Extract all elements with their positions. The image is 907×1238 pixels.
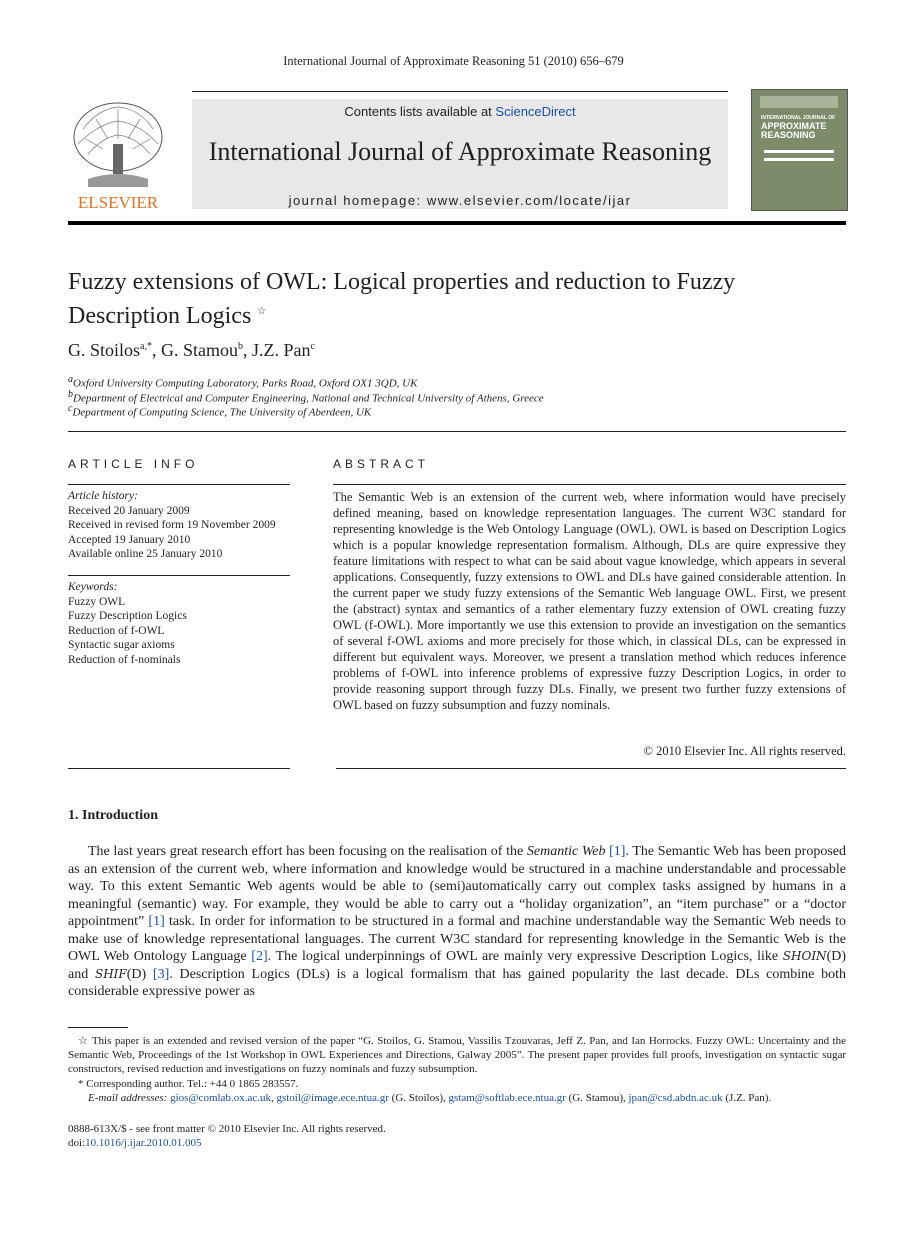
contents-line: Contents lists available at ScienceDirect [344, 104, 576, 119]
affiliation-rule [68, 431, 846, 432]
abstract-text: The Semantic Web is an extension of the current web, where information would have precisely defined meaning, based on knowledge representation languages. The current W3C standard for representing knowledge is the Web Ontology Language (OWL). OWL is based on Description Logics which is a popular knowledge representation formalism. Although, DLs are quire expressive they feature limitations with respect to what can be said about vague knowledge, which appears in several applications. Consequently, fuzzy extensions to OWL and DLs have gained considerable attention. In the current paper we study fuzzy extensions of the Semantic Web language OWL. First, we present the (abstract) syntax and semantics of a rather elementary fuzzy extension of OWL creating fuzzy OWL (f-OWL). More importantly we use this extension to provide an investigation on the semantics of several f-OWL axioms and more precisely for those which, in classical DLs, can be expressed in different but equivalent ways. Moreover, we present a translation method which reduces inference problems of f-OWL into inference problems of expressive fuzzy Description Logics, in order to provide reasoning support through fuzzy DLs. Finally, we present two further fuzzy extensions of OWL based on fuzzy subsumption and fuzzy nominals. [333, 490, 846, 712]
journal-cover-thumbnail: INTERNATIONAL JOURNAL OF APPROXIMATE REASONING [751, 89, 848, 211]
author-2: G. Stamou [160, 340, 238, 360]
section-heading: 1. Introduction [68, 808, 158, 823]
intro-paragraph: The last years great research effort has been focusing on the realisation of the Semantic Web [1]. The Semantic Web has been proposed as an extension of the current web, where information and knowledge would be structured in a machine understandable and processable way. To this extent Semantic Web agents would be able to (semi)automatically carry out complex tasks assigned by humans in a meaningful (semantic) way. For example, they would be able to carry out a “holiday organization”, an “item purchase” or a “doctor appointment” [1] task. In order for information to be structured in a formal and machine understandable way the Semantic Web needs to make use of knowledge representational languages. The current W3C standard for representing knowledge in the Semantic Web is the OWL Web Ontology Language [2]. The logical underpinnings of OWL are mainly very expressive Description Logics, like SHOIN(D) and SHIF(D) [3]. Description Logics (DLs) is a logical formalism that has gained popularity the last decade. DLs combine both considerable expressive power as [68, 844, 847, 999]
running-head: International Journal of Approximate Reasoning 51 (2010) 656–679 [283, 54, 624, 68]
citation-link[interactable]: [1] [148, 914, 165, 929]
author-3: J.Z. Pan [252, 340, 311, 360]
footnote-rule [68, 1027, 128, 1028]
elsevier-tree-icon [68, 99, 168, 211]
abstract-copyright: © 2010 Elsevier Inc. All rights reserved. [643, 744, 846, 758]
footnote-corresponding: * Corresponding author. Tel.: +44 0 1865 283557. [78, 1078, 299, 1090]
article-info-rule [68, 484, 290, 485]
header-rule [68, 221, 846, 225]
footnote-star: ☆ This paper is an extended and revised version of the paper “G. Stoilos, G. Stamou, Vassilis Tzouvaras, Jeff Z. Pan, and Ian Horrocks. Fuzzy OWL: Uncertainty and the Semantic Web, Proceedings of the 1st Workshop in OWL Experiences and Directions, Galway 2005”. The present paper provides full proofs, investigation on syntactic sugar constructors, revised reduction and investigations on fuzzy nominals and fuzzy subsumption. [68, 1035, 846, 1075]
header-top-rule [192, 91, 728, 92]
paper-title: Fuzzy extensions of OWL: Logical properties and reduction to Fuzzy Description Logics ☆ [68, 269, 736, 329]
journal-homepage[interactable]: journal homepage: www.elsevier.com/locate/ijar [288, 193, 632, 208]
keyword: Fuzzy Description Logics [68, 610, 187, 622]
keywords-list: Keywords: Fuzzy OWL Fuzzy Description Logics Reduction of f-OWL Syntactic sugar axioms Reduction of f-nominals [68, 580, 293, 667]
article-history: Article history: Received 20 January 2009 Received in revised form 19 November 2009 Accepted 19 January 2010 Available online 25 January 2010 [68, 490, 276, 560]
doi-line: doi:10.1016/j.ijar.2010.01.005 [68, 1137, 202, 1149]
elsevier-logo [68, 99, 168, 211]
author-list: G. Stoilos$^{a,*}$, G. Stamou$^b$, J.Z. Pan$^c$ [68, 340, 315, 360]
email-link[interactable]: jpan@csd.abdn.ac.uk [628, 1092, 723, 1104]
citation-link[interactable]: [1] [609, 844, 626, 859]
title-footnote-mark[interactable]: ☆ [257, 306, 267, 317]
email-link[interactable]: gstoil@image.ece.ntua.gr [276, 1092, 389, 1104]
affiliation-a: $^a$Oxford University Computing Laboratory, Parks Road, Oxford OX1 3QD, UK [68, 374, 418, 390]
abstract-heading: ABSTRACT [333, 457, 430, 471]
citation-link[interactable]: [2] [251, 949, 268, 964]
footnote-emails: E-mail addresses: gios@comlab.ox.ac.uk, gstoil@image.ece.ntua.gr (G. Stoilos), gstam@softlab.ece.ntua.gr (G. Stamou), jpan@csd.abdn.ac.uk (J.Z. Pan). [88, 1092, 772, 1104]
affiliation-c: $^c$Department of Computing Science, The University of Aberdeen, UK [68, 403, 372, 419]
citation-link[interactable]: [3] [152, 966, 170, 982]
author-1: G. Stoilos [68, 340, 141, 360]
keyword: Reduction of f-nominals [68, 653, 181, 666]
publisher-name: ELSEVIER [77, 193, 159, 211]
keyword: Fuzzy OWL [68, 595, 126, 608]
email-link[interactable]: gstam@softlab.ece.ntua.gr [448, 1092, 566, 1104]
article-info-bottom-rule [68, 768, 290, 769]
article-info-heading: ARTICLE INFO [68, 457, 199, 471]
email-link[interactable]: gios@comlab.ox.ac.uk [170, 1092, 271, 1104]
journal-title: International Journal of Approximate Reasoning [208, 137, 712, 166]
abstract-bottom-rule [336, 768, 846, 769]
abstract-rule [333, 484, 846, 485]
keyword: Syntactic sugar axioms [68, 639, 175, 651]
keywords-rule [68, 575, 290, 576]
sciencedirect-link[interactable]: ScienceDirect [495, 104, 576, 119]
keyword: Reduction of f-OWL [68, 624, 165, 637]
journal-banner [192, 99, 728, 209]
doi-link[interactable]: 10.1016/j.ijar.2010.01.005 [85, 1137, 202, 1149]
issn-line: 0888-613X/$ - see front matter © 2010 Elsevier Inc. All rights reserved. [68, 1123, 386, 1135]
affiliation-b: $^b$Department of Electrical and Computer Engineering, National and Technical University of Athens, Greece [68, 389, 544, 405]
